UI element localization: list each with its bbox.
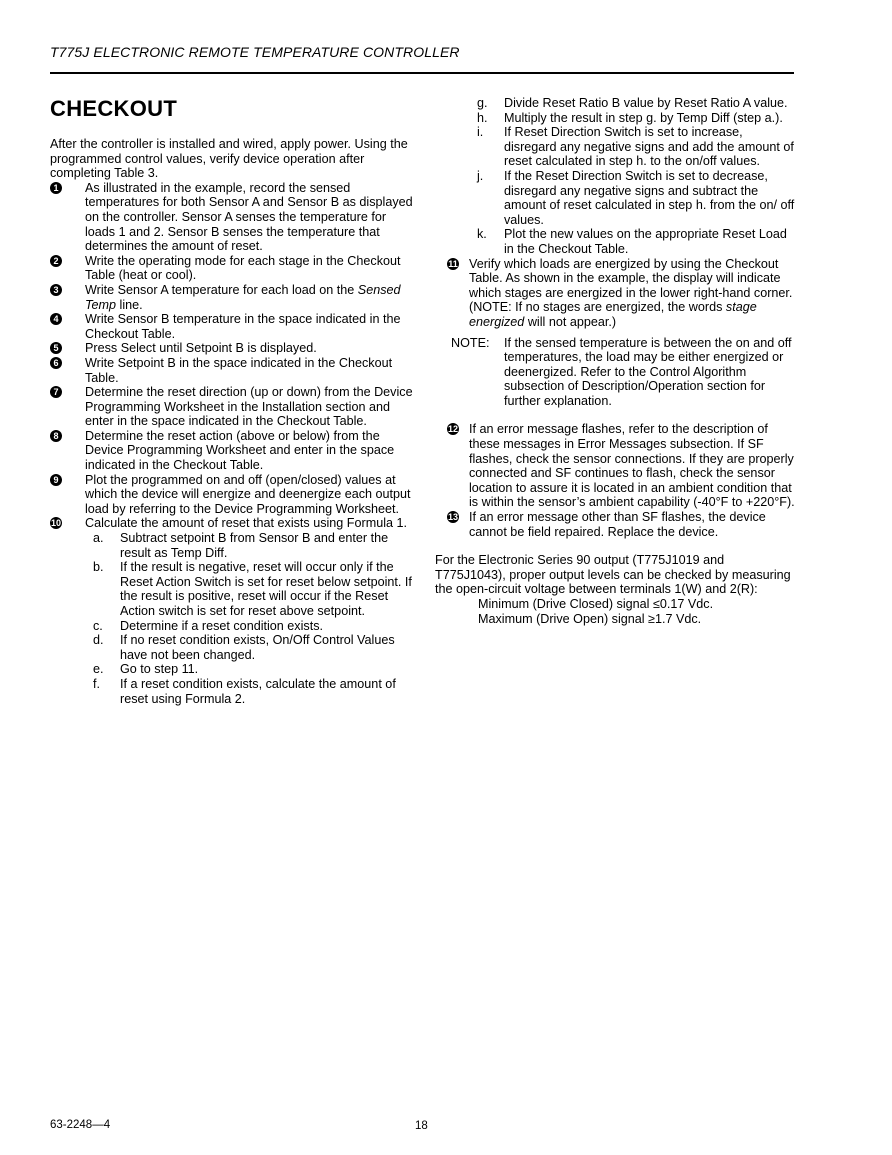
step-2 xyxy=(50,254,414,283)
step-5 xyxy=(50,341,414,356)
running-header: T775J ELECTRONIC REMOTE TEMPERATURE CONTROLLER xyxy=(50,44,460,60)
substep-c xyxy=(50,619,414,634)
spacer xyxy=(435,539,795,553)
note-text: If the sensed temperature is between the on and off temperatures, the load may be either energized or deenergized. Refer to the Control Algorithm subsection of Description/Operation section for further explanation. xyxy=(504,335,792,408)
step-number-badge: 4 xyxy=(50,313,62,325)
substep-text: If no reset condition exists, On/Off Control Values have not been changed. xyxy=(120,633,395,662)
substep-text: If the Reset Direction Switch is set to decrease, disregard any negative signs and subtract the amount of reset calculated in step h. from the on/ off values. xyxy=(504,168,795,227)
step-text: will not appear.) xyxy=(524,314,617,329)
step-number-badge: 3 xyxy=(50,284,62,296)
step-text: If an error message other than SF flashes, the device cannot be field repaired. Replace the device. xyxy=(469,510,766,539)
step-number-badge: 7 xyxy=(50,386,62,398)
substep-d xyxy=(50,633,414,662)
step-text: Write Sensor B temperature in the space indicated in the Checkout Table. xyxy=(85,312,401,341)
substep-letter: e. xyxy=(93,662,104,677)
left-column xyxy=(50,96,414,706)
step-text: Press Select until Setpoint B is displayed. xyxy=(85,341,317,356)
substep-text: Go to step 11. xyxy=(120,662,199,677)
intro-paragraph: After the controller is installed and wired, apply power. Using the programmed control values, verify device operation after completing Table 3. xyxy=(50,137,408,181)
step-text: As illustrated in the example, record the sensed temperatures for both Sensor A and Sensor B as displayed on the controller. Sensor A senses the temperature for loads 1 and 2. Sensor B senses the temperature that determines the amount of reset. xyxy=(85,180,413,254)
step-text-emphasis: stage energized xyxy=(469,300,757,329)
substep-g xyxy=(435,96,795,111)
step-text: Determine the reset direction (up or down) from the Device Programming Worksheet in the Installation section and enter in the space indicated in the Checkout Table. xyxy=(85,385,413,429)
page-number: 18 xyxy=(415,1120,428,1132)
step-number-badge: 6 xyxy=(50,357,62,369)
substep-text: If the result is negative, reset will occur only if the Reset Action Switch is set for reset below setpoint. If the result is positive, reset will occur if the Reset Action switch is set for reset above setpoint. xyxy=(120,560,412,618)
substep-f xyxy=(50,677,414,706)
substep-text: Multiply the result in step g. by Temp Diff (step a.). xyxy=(504,110,783,125)
document-number: 63-2248—4 xyxy=(50,1119,111,1131)
step-11 xyxy=(435,257,795,330)
substep-text: Determine if a reset condition exists. xyxy=(120,618,323,633)
substep-text: Divide Reset Ratio B value by Reset Ratio A value. xyxy=(504,96,788,110)
substep-text: Subtract setpoint B from Sensor B and enter the result as Temp Diff. xyxy=(120,531,389,560)
step-3 xyxy=(50,283,414,312)
step-number-badge: 9 xyxy=(50,474,62,486)
substep-letter: g. xyxy=(477,96,488,110)
substep-h xyxy=(435,111,795,126)
step-number-badge: 5 xyxy=(50,342,62,354)
substep-letter: b. xyxy=(93,560,104,575)
step-text: Write Setpoint B in the space indicated in the Checkout Table. xyxy=(85,355,393,385)
header-rule xyxy=(50,72,794,74)
step-text: Determine the reset action (above or below) from the Device Programming Worksheet and enter in the space indicated in the Checkout Table. xyxy=(85,428,395,473)
substep-letter: k. xyxy=(477,227,487,242)
step-number-badge: 2 xyxy=(50,255,62,267)
min-signal-line: Minimum (Drive Closed) signal ≤0.17 Vdc. xyxy=(478,597,714,611)
step-8 xyxy=(50,429,414,473)
substep-letter: d. xyxy=(93,633,104,648)
step-text: Write the operating mode for each stage in the Checkout Table (heat or cool). xyxy=(85,253,401,283)
note-label: NOTE: xyxy=(451,335,490,350)
step-1 xyxy=(50,181,414,254)
substep-letter: j. xyxy=(477,168,484,183)
step-4 xyxy=(50,312,414,341)
substep-letter: f. xyxy=(93,676,100,691)
substep-letter: a. xyxy=(93,531,104,546)
substep-j xyxy=(435,169,795,227)
step-text: Plot the programmed on and off (open/closed) values at which the device will energize and deenergize each output load by referring to the Device Programming Worksheet. xyxy=(85,472,411,516)
spacer xyxy=(435,408,795,422)
step-text: If an error message flashes, refer to the description of these messages in Error Messages subsection. If SF flashes, check the sensor connections. If they are properly connected and SF continues to flash, check the sensor location to assure it is located in an ambient condition that is within the sensor’s ambient capability (-40°F to +220°F). xyxy=(469,422,795,510)
step-text: Calculate the amount of reset that exists using Formula 1. xyxy=(85,516,408,531)
step-number-badge: 1 xyxy=(50,182,62,194)
substep-b xyxy=(50,560,414,618)
substep-text: If Reset Direction Switch is set to increase, disregard any negative signs and add the amount of reset calculated in step h. to the on/off values. xyxy=(504,125,794,169)
step-number-badge: 12 xyxy=(447,424,458,435)
step-number-badge: 13 xyxy=(447,512,458,523)
step-13 xyxy=(435,510,795,539)
step-number-badge: 8 xyxy=(50,430,62,442)
substep-a xyxy=(50,531,414,560)
substep-e xyxy=(50,662,414,677)
step-12 xyxy=(435,422,795,510)
substep-i xyxy=(435,125,795,169)
step-number-badge: 10 xyxy=(50,518,61,529)
step-text: Verify which loads are energized by using the Checkout Table. As shown in the example, the display will indicate which stages are energized in the lower right-hand corner. (NOTE: If no stages are energized, the words xyxy=(469,256,793,315)
step-text: Write Sensor A temperature for each load on the xyxy=(85,282,358,297)
max-signal-line: Maximum (Drive Open) signal ≥1.7 Vdc. xyxy=(478,611,702,626)
note-block xyxy=(435,336,795,409)
series90-paragraph: For the Electronic Series 90 output (T775J1019 and T775J1043), proper output levels can be checked by measuring the open-circuit voltage between terminals 1(W) and 2(R): xyxy=(435,553,791,597)
step-6 xyxy=(50,356,414,385)
step-9 xyxy=(50,473,414,517)
section-title: CHECKOUT xyxy=(50,96,178,121)
step-7 xyxy=(50,385,414,429)
substep-text: Plot the new values on the appropriate Reset Load in the Checkout Table. xyxy=(504,227,787,256)
step-text-emphasis: Sensed Temp xyxy=(85,282,401,312)
step-text: line. xyxy=(116,297,143,312)
step-10 xyxy=(50,516,414,531)
substep-letter: i. xyxy=(477,125,484,140)
substep-letter: h. xyxy=(477,110,488,125)
substep-text: If a reset condition exists, calculate the amount of reset using Formula 2. xyxy=(120,676,396,706)
right-column xyxy=(435,96,795,626)
substep-k xyxy=(435,227,795,256)
step-number-badge: 11 xyxy=(448,258,458,269)
substep-letter: c. xyxy=(93,618,103,633)
